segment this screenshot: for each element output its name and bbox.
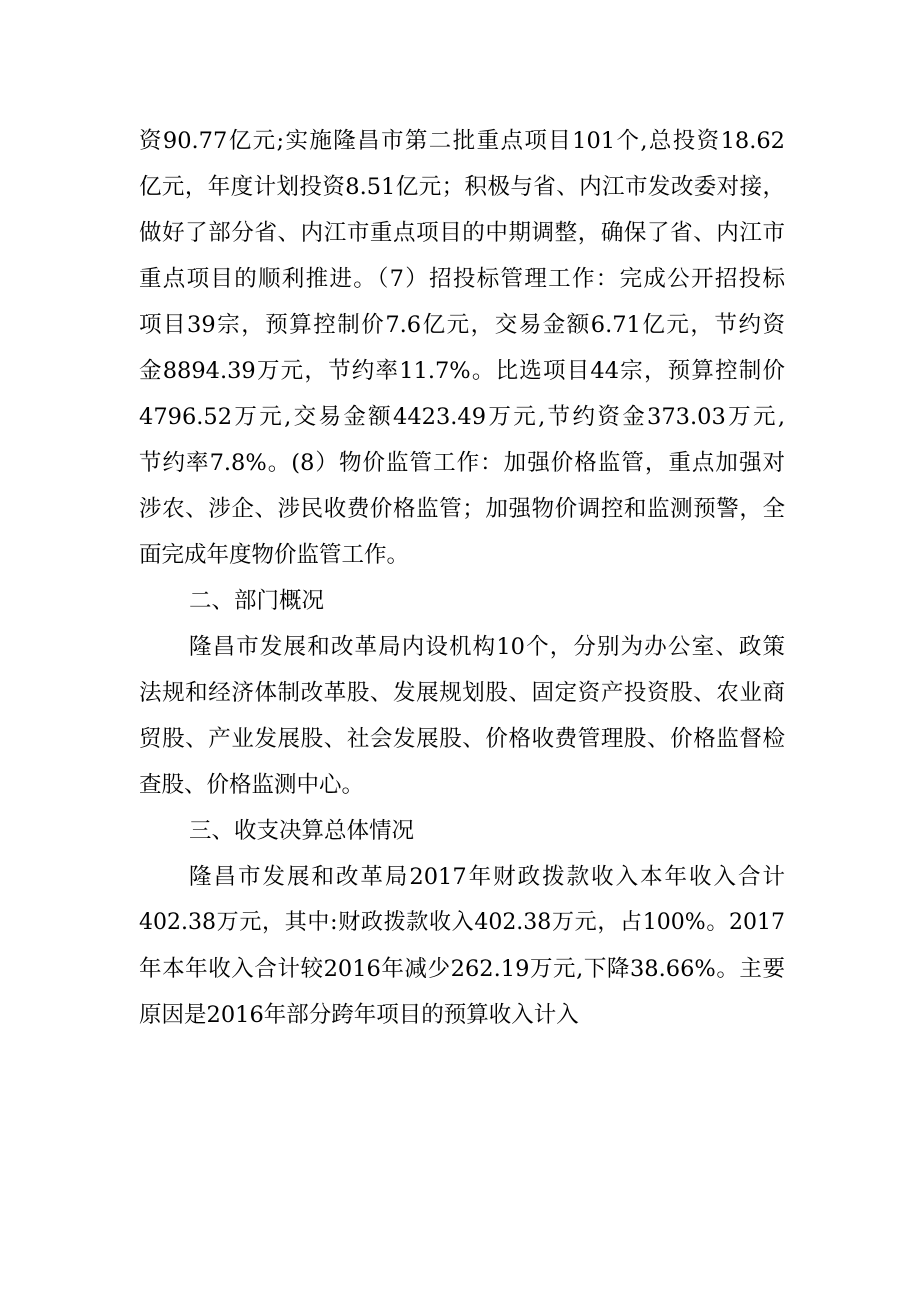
paragraph-line: 法规和经济体制改革股、发展规划股、固定资产投资股、农业商	[139, 680, 785, 706]
paragraph-line: 原因是2016年部分跨年项目的预算收入计入	[139, 1002, 579, 1028]
section-heading: 三、收支决算总体情况	[189, 818, 415, 844]
paragraph-line: 亿元，年度计划投资8.51亿元；积极与省、内江市发改委对接，	[139, 174, 785, 200]
paragraph-line: 查股、价格监测中心。	[139, 772, 365, 798]
paragraph-line: 重点项目的顺利推进。（7）招投标管理工作：完成公开招投标	[139, 266, 785, 292]
paragraph-line: 资90.77亿元;实施隆昌市第二批重点项目101个,总投资18.62	[139, 128, 785, 154]
paragraph-line: 金8894.39万元，节约率11.7%。比选项目44宗，预算控制价	[139, 358, 785, 384]
paragraph-line: 做好了部分省、内江市重点项目的中期调整，确保了省、内江市	[139, 220, 785, 246]
paragraph-line: 项目39宗，预算控制价7.6亿元，交易金额6.71亿元，节约资	[139, 312, 785, 338]
paragraph-line: 隆昌市发展和改革局内设机构10个，分别为办公室、政策	[189, 634, 785, 660]
section-heading: 二、部门概况	[189, 588, 325, 614]
paragraph-line: 面完成年度物价监管工作。	[139, 542, 410, 568]
paragraph-line: 隆昌市发展和改革局2017年财政拨款收入本年收入合计	[189, 864, 785, 890]
paragraph-line: 402.38万元，其中:财政拨款收入402.38万元，占100%。2017	[139, 910, 785, 935]
paragraph-line: 贸股、产业发展股、社会发展股、价格收费管理股、价格监督检	[139, 726, 785, 752]
paragraph-line: 4796.52万元,交易金额4423.49万元,节约资金373.03万元,	[139, 404, 785, 430]
paragraph-line: 涉农、涉企、涉民收费价格监管；加强物价调控和监测预警，全	[139, 496, 785, 522]
document-body	[139, 118, 785, 1038]
paragraph-line: 年本年收入合计较2016年减少262.19万元,下降38.66%。主要	[139, 956, 785, 982]
paragraph-line: 节约率7.8%。(8）物价监管工作：加强价格监管，重点加强对	[139, 450, 785, 476]
